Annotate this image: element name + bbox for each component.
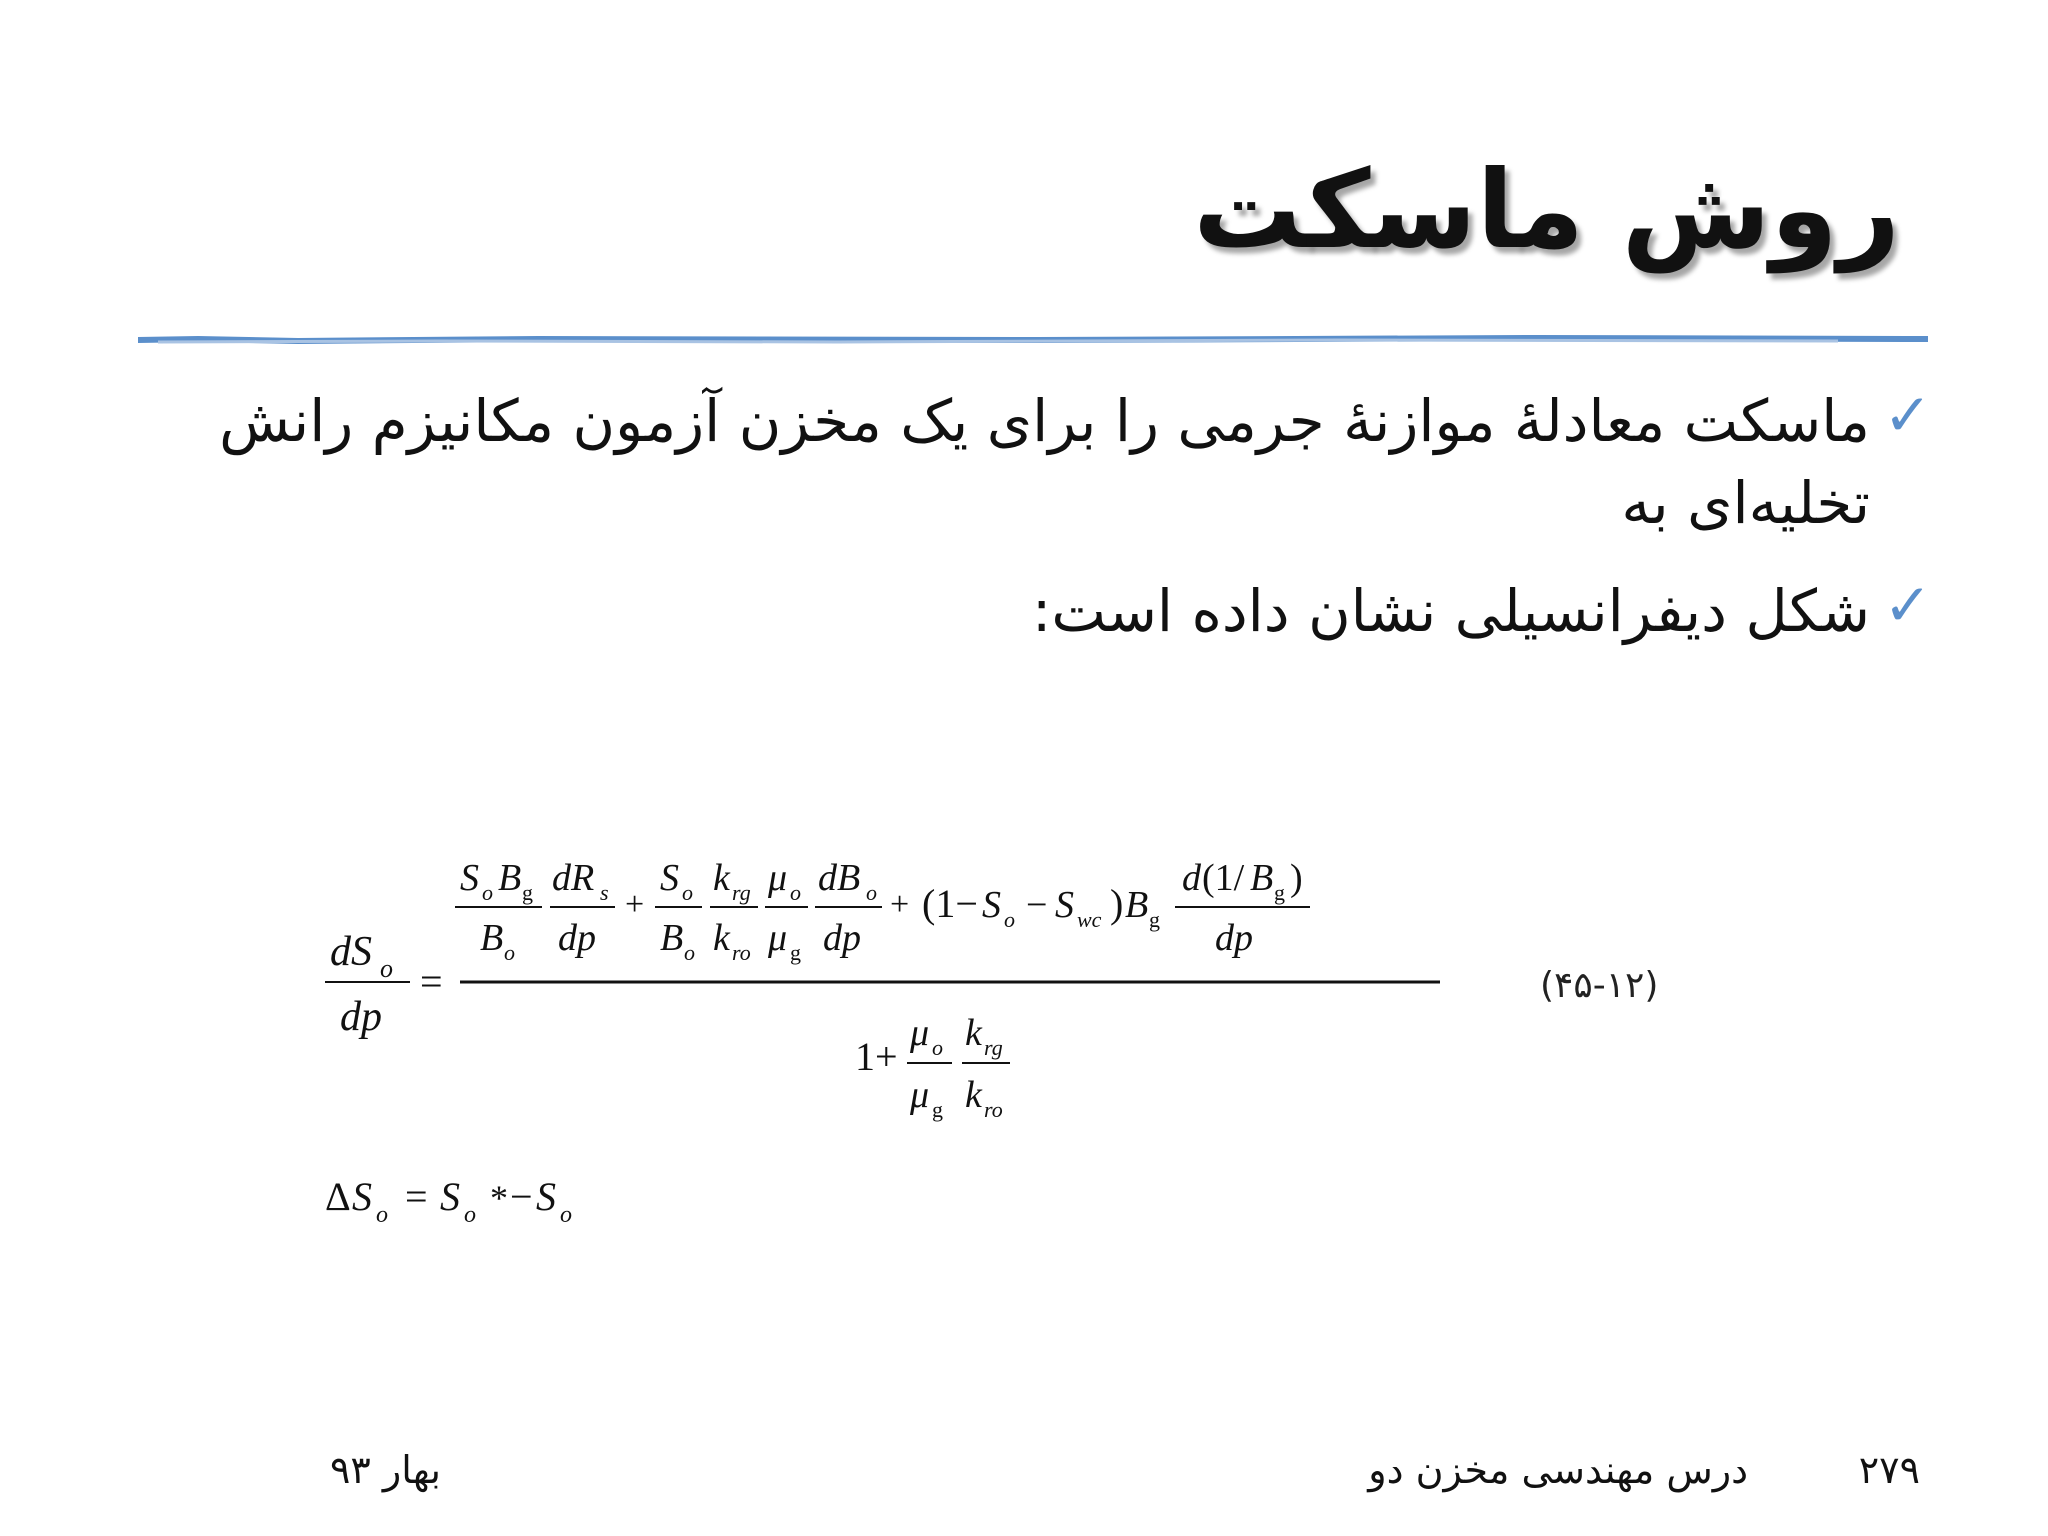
course-name: درس مهندسی مخزن دو: [1368, 1448, 1748, 1492]
svg-text:s: s: [600, 880, 609, 905]
svg-text:o: o: [560, 1202, 572, 1228]
equation-number: (۴۵-۱۲): [1540, 965, 1659, 1006]
bullet-text: ماسکت معادلهٔ موازنهٔ جرمی را برای یک مخزن آزمون مکانیزم رانش تخلیه‌ای به: [219, 387, 1870, 537]
svg-text:g: g: [522, 880, 533, 905]
svg-text:o: o: [682, 880, 693, 905]
svg-text:o: o: [932, 1035, 943, 1060]
svg-text:S: S: [982, 884, 1001, 926]
svg-text:B: B: [498, 857, 522, 899]
svg-text:+: +: [625, 886, 645, 923]
bullet-list: [122, 380, 1932, 678]
svg-text:g: g: [1274, 880, 1285, 905]
svg-text:S: S: [440, 1174, 460, 1219]
slide-title: روش ماسکت: [1193, 148, 1900, 273]
svg-text:d: d: [1182, 857, 1201, 899]
svg-text:S: S: [536, 1174, 556, 1219]
svg-text:o: o: [684, 940, 695, 965]
equation-graphic: [310, 835, 1710, 1255]
svg-text:rg: rg: [984, 1035, 1003, 1060]
svg-text:B: B: [480, 917, 504, 959]
bullet-item: [122, 380, 1932, 544]
svg-text:): ): [1110, 881, 1124, 926]
checkmark-icon: ✓: [1883, 381, 1932, 449]
svg-text:S: S: [460, 857, 479, 899]
svg-text:o: o: [464, 1202, 476, 1228]
svg-text:S: S: [352, 1174, 372, 1219]
svg-text:o: o: [790, 880, 801, 905]
svg-text:wc: wc: [1077, 907, 1102, 932]
svg-text:Δ: Δ: [325, 1174, 351, 1219]
svg-text:(1/: (1/: [1202, 857, 1245, 899]
svg-text:o: o: [504, 940, 515, 965]
svg-text:dp: dp: [823, 917, 861, 959]
svg-text:dR: dR: [552, 857, 595, 899]
svg-text:+: +: [890, 886, 910, 923]
svg-text:g: g: [1149, 907, 1160, 932]
svg-text:B: B: [1250, 857, 1274, 899]
svg-text:−: −: [1026, 884, 1048, 926]
bullet-text: شکل دیفرانسیلی نشان داده است:: [1031, 577, 1870, 645]
svg-text:k: k: [965, 1074, 982, 1116]
svg-text:B: B: [660, 917, 684, 959]
svg-text:ro: ro: [984, 1097, 1003, 1122]
svg-text:(1−: (1−: [922, 881, 978, 926]
svg-text:dp: dp: [558, 917, 596, 959]
svg-text:=: =: [420, 959, 443, 1004]
svg-text:k: k: [713, 917, 730, 959]
svg-text:S: S: [1055, 884, 1074, 926]
svg-text:dp: dp: [340, 994, 382, 1040]
bullet-item: [122, 570, 1932, 652]
semester-date: بهار ۹۳: [330, 1448, 441, 1492]
svg-text:μ: μ: [910, 1012, 930, 1054]
checkmark-icon: ✓: [1883, 571, 1932, 639]
page-number: ۲۷۹: [1858, 1448, 1920, 1492]
svg-text:o: o: [1004, 907, 1015, 932]
mass-balance-equation: [310, 835, 1710, 1255]
svg-text:dB: dB: [818, 857, 861, 899]
svg-text:o: o: [866, 880, 877, 905]
svg-text:o: o: [376, 1202, 388, 1228]
svg-text:1+: 1+: [855, 1034, 898, 1079]
title-divider: [138, 334, 1928, 346]
svg-text:ro: ro: [732, 940, 751, 965]
svg-text:k: k: [713, 857, 730, 899]
svg-text:): ): [1290, 857, 1303, 899]
svg-text:μ: μ: [768, 917, 788, 959]
svg-text:g: g: [790, 940, 801, 965]
svg-text:=: =: [405, 1174, 428, 1219]
svg-text:g: g: [932, 1097, 943, 1122]
svg-text:rg: rg: [732, 880, 751, 905]
svg-text:S: S: [660, 857, 679, 899]
svg-text:−: −: [510, 1174, 533, 1219]
svg-text:dS: dS: [330, 929, 372, 975]
svg-text:μ: μ: [910, 1074, 930, 1116]
svg-text:μ: μ: [768, 857, 788, 899]
svg-text:B: B: [1125, 884, 1149, 926]
svg-text:k: k: [965, 1012, 982, 1054]
svg-text:o: o: [482, 880, 493, 905]
svg-text:dp: dp: [1215, 917, 1253, 959]
svg-text:*: *: [490, 1178, 508, 1218]
svg-text:o: o: [380, 954, 393, 983]
